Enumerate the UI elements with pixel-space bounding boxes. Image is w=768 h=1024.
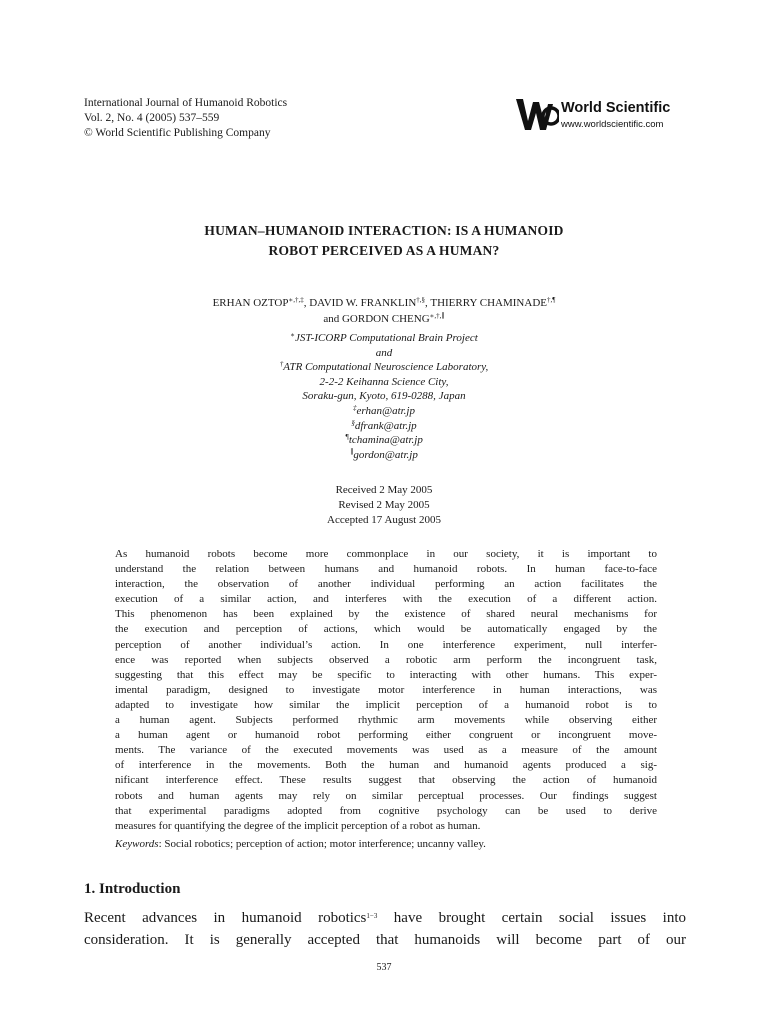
publisher-name: World Scientific	[561, 100, 671, 116]
journal-volume: Vol. 2, No. 4 (2005) 537–559	[84, 112, 220, 124]
authors-line-2	[84, 311, 684, 327]
abstract-line: understand the relation between humans and humanoid robots. In human face-to-face	[115, 563, 657, 576]
email-address: gordon@atr.jp	[353, 448, 418, 461]
author-name: DAVID W. FRANKLIN	[309, 297, 417, 309]
author-name: GORDON CHENG	[341, 313, 430, 325]
citation-reference: 1−3	[366, 912, 378, 920]
title-line-2: ROBOT PERCEIVED AS A HUMAN?	[268, 243, 500, 258]
world-scientific-logo-icon	[515, 96, 559, 132]
email-address: dfrank@atr.jp	[354, 419, 417, 432]
abstract-line: the execution and perception of actions, which would be automatically engaged by the	[115, 623, 657, 636]
abstract-line: perception of another individual’s action. In one interference experiment, null interfer-	[115, 638, 657, 651]
authors-line-1	[84, 295, 684, 311]
email-mark: ¶	[345, 433, 349, 442]
abstract-line: This phenomenon has been explained by the existence of shared neural mechanisms for	[115, 608, 657, 621]
email-address: erhan@atr.jp	[356, 404, 415, 417]
abstract-line: adapted to investigate how similar the implicit perception of a humanoid robot is to	[115, 698, 657, 711]
author-email	[84, 433, 684, 448]
date-accepted: Accepted 17 August 2005	[327, 514, 441, 526]
section-heading: 1. Introduction	[84, 881, 181, 897]
body-text-segment: have brought certain social issues into	[377, 910, 686, 926]
author-name: ERHAN OZTOP	[212, 297, 289, 309]
affiliations	[84, 331, 684, 462]
author-email	[84, 448, 684, 463]
email-address: tchamina@atr.jp	[348, 434, 423, 447]
keywords	[115, 837, 657, 852]
date-received: Received 2 May 2005	[335, 484, 433, 496]
publisher-logo	[515, 96, 690, 136]
affiliation-mark: ∗	[290, 331, 295, 339]
abstract-line: ments. The variance of the executed movements was used as a measure of the amount	[115, 744, 657, 757]
abstract-line: imental paradigm, designed to investigate motor interference in human interactions, was	[115, 683, 657, 696]
affiliation-address-2: Soraku-gun, Kyoto, 619-0288, Japan	[302, 390, 466, 403]
author-marks: ∗,†,∥	[429, 312, 445, 320]
abstract-line: robots and human agents may rely on similar perceptual processes. Our findings suggest	[115, 789, 657, 802]
abstract-line: nificant interference effect. These results suggest that observing the action of humanoid	[115, 774, 657, 787]
abstract-line: measures for quantifying the degree of the implicit perception of a robot as human.	[115, 819, 481, 832]
page-number: 537	[376, 962, 392, 973]
email-mark: §	[351, 418, 355, 427]
author-email	[84, 404, 684, 419]
abstract-line: interaction, the observation of another individual performing an action facilitates the	[115, 578, 657, 591]
author-marks: †,§	[416, 296, 426, 304]
journal-name: International Journal of Humanoid Robotics	[84, 97, 288, 109]
publication-dates	[84, 483, 684, 528]
author-prefix: and	[323, 313, 342, 325]
author-list	[84, 295, 684, 327]
journal-copyright: © World Scientific Publishing Company	[84, 127, 271, 139]
affiliation-address-1: 2-2-2 Keihanna Science City,	[319, 375, 449, 388]
abstract-line: that experimental paradigms adopted from cognitive psychology can be used to derive	[115, 804, 657, 817]
abstract-line: ence was reported when subjects observed a robotic arm perform the incongruent task,	[115, 653, 657, 666]
affiliation-jst	[84, 331, 684, 346]
email-mark: ‡	[352, 403, 357, 412]
keywords-label: Keywords	[115, 838, 159, 850]
author-separator: ,	[425, 297, 431, 309]
title-line-1: HUMAN–HUMANOID INTERACTION: IS A HUMANOID	[204, 223, 564, 238]
abstract-line: suggesting that this effect may be specific to interacting with other humans. This exper-	[115, 668, 657, 681]
affiliation-text: JST-ICORP Computational Brain Project	[294, 332, 478, 344]
affiliation-atr	[84, 360, 684, 375]
abstract-line: As humanoid robots become more commonplace in our society, it is important to	[115, 548, 657, 560]
author-email	[84, 419, 684, 434]
journal-info	[84, 96, 287, 141]
author-marks: ∗,†,‡	[288, 296, 304, 304]
author-name: THIERRY CHAMINADE	[430, 297, 547, 309]
affiliation-and: and	[375, 346, 393, 359]
affiliation-text: ATR Computational Neuroscience Laboratory,	[283, 361, 489, 374]
affiliation-mark: †	[279, 360, 284, 369]
email-mark: ∥	[350, 447, 354, 456]
date-revised: Revised 2 May 2005	[338, 499, 430, 511]
body-line: consideration. It is generally accepted that humanoids will become part of our	[84, 932, 686, 948]
author-separator: ,	[303, 297, 310, 309]
body-text	[84, 907, 686, 951]
paper-title	[84, 221, 684, 261]
body-line	[84, 907, 686, 929]
abstract	[115, 547, 657, 834]
keywords-text: : Social robotics; perception of action; motor interference; uncanny valley.	[158, 838, 486, 850]
body-text-segment: Recent advances in humanoid robotics	[84, 910, 367, 926]
author-marks: †,¶	[546, 296, 556, 304]
publisher-url: www.worldscientific.com	[561, 119, 664, 130]
abstract-line: execution of a similar action, and interferes with the execution of a different action.	[115, 593, 657, 606]
abstract-line: of interference in the movements. Both the human and humanoid agents produced a sig-	[115, 759, 657, 772]
abstract-line: a human agent or humanoid robot performing either congruent or incongruent move-	[115, 729, 657, 742]
abstract-line: a human agent. Subjects performed rhythmic arm movements while observing either	[115, 714, 657, 727]
